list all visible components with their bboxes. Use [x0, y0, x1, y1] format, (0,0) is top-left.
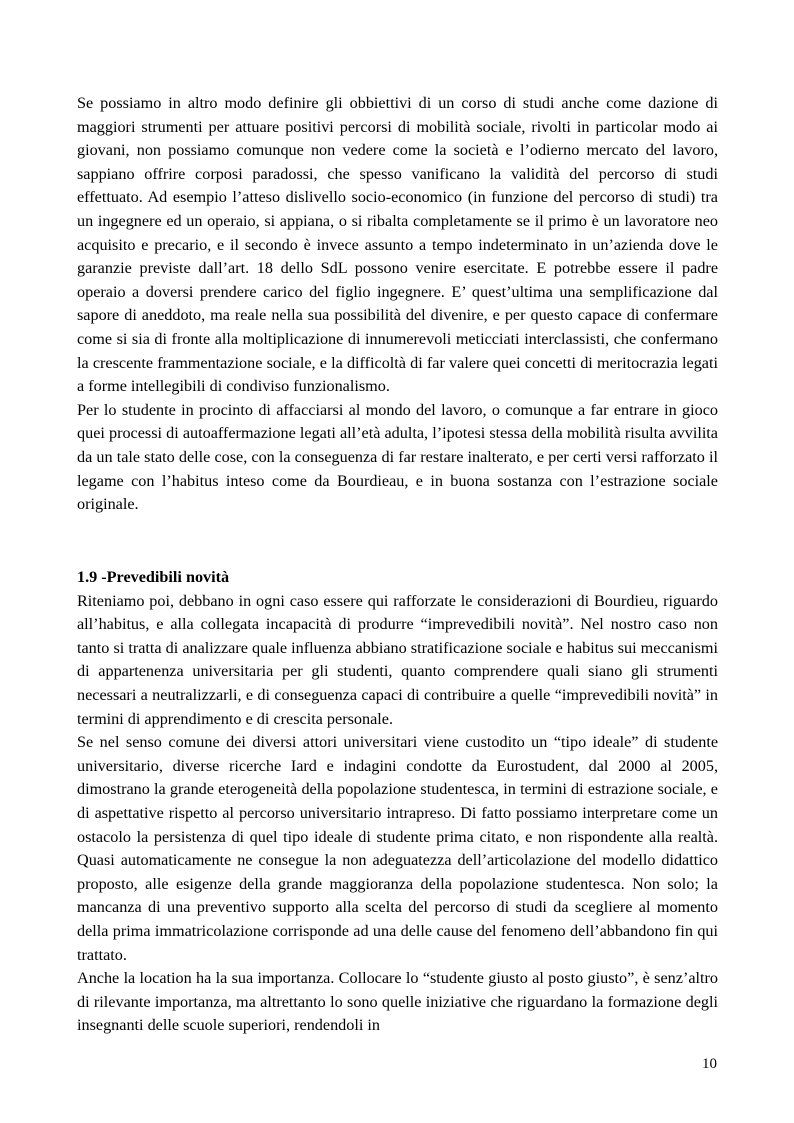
section-heading: 1.9 -Prevedibili novità — [77, 568, 230, 586]
paragraph-location: Anche la location ha la sua importanza. Collocare lo “studente giusto al posto giusto”, è senz’altro di rilevante importanza, ma altrettanto lo sono quelle iniziative che riguardano la formazione degli insegnanti delle scuole superiori, rendendoli in — [77, 969, 718, 1035]
section-1-9 — [77, 566, 718, 1038]
paragraph-bourdieu: Riteniamo poi, debbano in ogni caso essere qui rafforzate le considerazioni di Bourdieu, riguardo all’habitus, e alla collegata incapacità di produrre “imprevedibili novità”. Nel nostro caso non tanto si tratta di analizzare quale influenza abbiano stratificazione sociale e habitus sui meccanismi di appartenenza universitaria per gli studenti, quanto comprendere quali siano gli strumenti necessari a neutralizzarli, e di conseguenza capaci di contribuire a quelle “imprevedibili novità” in termini di apprendimento e di crescita personale. — [77, 591, 718, 728]
paragraph-student-mobility: Per lo studente in procinto di affacciarsi al mondo del lavoro, o comunque a far entrare in gioco quei processi di autoaffermazione legati all’età adulta, l’ipotesi stessa della mobilità risulta avvilita da un tale stato delle cose, con la conseguenza di far restare inalterato, e per certi versi rafforzato il legame con l’habitus inteso come da Bourdieau, e in buona sostanza con l’estrazione sociale originale. — [77, 400, 718, 514]
intro-text — [77, 92, 718, 517]
page-number: 10 — [702, 1056, 717, 1072]
paragraph-ideal-student: Se nel senso comune dei diversi attori universitari viene custodito un “tipo ideale” di studente universitario, diverse ricerche Iard e indagini condotte da Eurostudent, dal 2000 al 2005, dimostrano la grande eterogeneità della popolazione studentesca, in termini di estrazione sociale, e di aspettative rispetto al percorso universitario intrapreso. Di fatto possiamo interpretare come un ostacolo la persistenza di quel tipo ideale di studente prima citato, e non rispondente alla realtà. Quasi automaticamente ne consegue la non adeguatezza dell’articolazione del modello didattico proposto, alle esigenze della grande maggioranza della popolazione studentesca. Non solo; la mancanza di una preventivo supporto alla scelta del percorso di studi da scegliere al momento della prima immatricolazione corrisponde ad una delle cause del fenomeno dell’abbandono fin qui trattato. — [77, 733, 718, 964]
paragraph-mobility-paradox: Se possiamo in altro modo definire gli obbiettivi di un corso di studi anche come dazione di maggiori strumenti per attuare positivi percorsi di mobilità sociale, rivolti in particolar modo ai giovani, non possiamo comunque non vedere come la società e l’odierno mercato del lavoro, sappiano offrire corposi paradossi, che spesso vanificano la validità del percorso di studi effettuato. Ad esempio l’atteso dislivello socio-economico (in funzione del percorso di studi) tra un ingegnere ed un operaio, si appiana, o si ribalta completamente se il primo è un lavoratore neo acquisito e precario, e il secondo è invece assunto a tempo indeterminato in un’azienda dove le garanzie previste dall’art. 18 dello SdL possono venire esercitate. E potrebbe essere il padre operaio a doversi prendere carico del figlio ingegnere. E’ quest’ultima una semplificazione dal sapore di aneddoto, ma reale nella sua possibilità del divenire, e per questo capace di confermare come si sia di fronte alla moltiplicazione di innumerevoli meticciati interclassisti, che confermano la crescente frammentazione sociale, e la difficoltà di far valere quei concetti di meritocrazia legati a forme intellegibili di condiviso funzionalismo. — [77, 94, 718, 396]
